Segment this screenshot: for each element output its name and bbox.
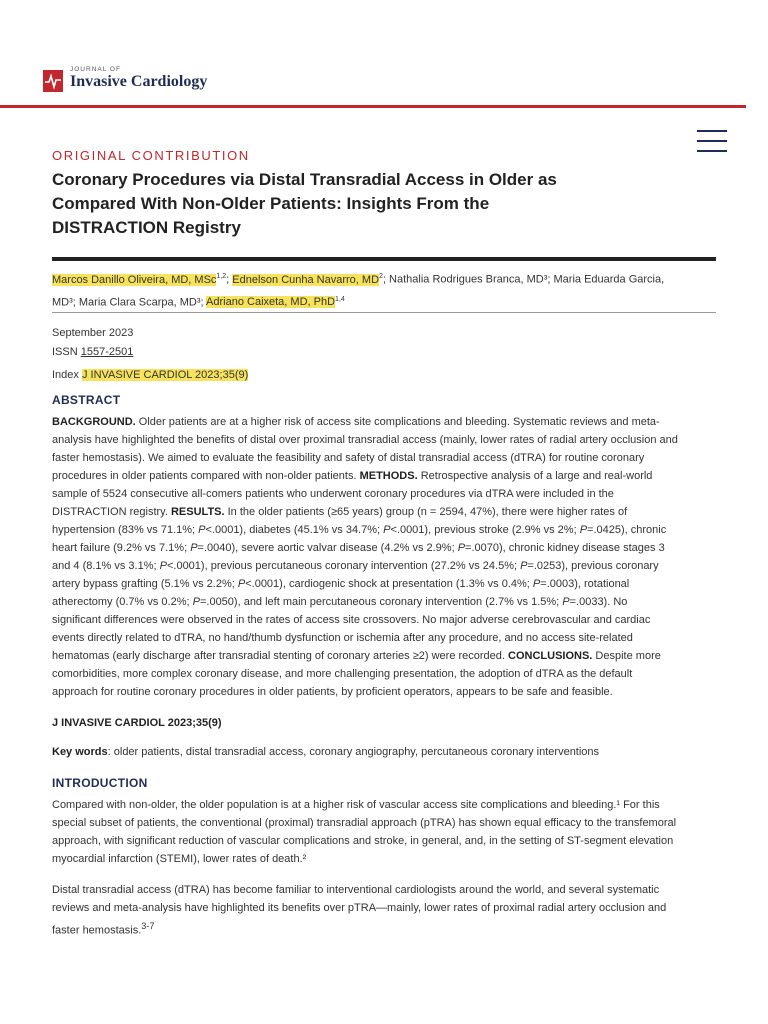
- intro-line: Distal transradial access (dTRA) has become familiar to interventional cardiologists around the world, and several systematic: [52, 884, 660, 896]
- abstract-text: [52, 413, 720, 701]
- abstract-line: BACKGROUND. Older patients are at a higher risk of access site complications and bleeding. Systematic reviews and meta-: [52, 416, 660, 428]
- intro-line: special subset of patients, the conventional (proximal) transradial approach (pTRA) has shown equal efficacy to the transfemoral: [52, 817, 677, 829]
- issn-line: ISSN 1557-2501: [52, 346, 134, 358]
- intro-line: faster hemostasis.$^{3-7}$: [52, 921, 155, 937]
- introduction-heading: INTRODUCTION: [52, 776, 148, 790]
- introduction-paragraph: [52, 881, 720, 940]
- author-link[interactable]: Marcos Danillo Oliveira, MD, MSc: [52, 273, 217, 286]
- abstract-line: events directly related to dTRA, no hand/thumb dysfunction or ischemia after any procedure, and no access site-related: [52, 632, 633, 644]
- abstract-line: procedures in older patients compared with non-older patients. METHODS. Retrospective analysis of a large and real-world: [52, 470, 653, 482]
- author-list: Marcos Danillo Oliveira, MD, MSc$^{1,2}$; Ednelson Cunha Navarro, $MD^2$; Nathalia Rodrigues Branca, MD³; Maria Eduarda Garcia, MD³; Maria Clara Scarpa, MD³; Adriano Caixeta, MD, PhD$^{1,4}$: [52, 273, 665, 309]
- index-link[interactable]: J INVASIVE CARDIOL 2023;35(9): [81, 369, 249, 381]
- abstract-line: significant differences were observed in the rates of access site crossovers. No major adverse cerebrovascular and cardiac: [52, 614, 651, 626]
- abstract-line: sample of 5524 consecutive all-comers patients who underwent coronary procedures via dTRA were included in the: [52, 488, 614, 500]
- abstract-line: comorbidities, more complex coronary disease, and more challenging presentation, the adoption of dTRA as the default: [52, 668, 633, 680]
- intro-line: reviews and meta-analysis have highlighted its benefits over pTRA—mainly, lower rates of proximal radial artery occlusion and: [52, 902, 667, 914]
- journal-logo[interactable]: [42, 66, 212, 98]
- intro-line: approach, with significant reduction of vascular complications and stroke, in general, and, in the setting of ST-segment elevation: [52, 835, 674, 847]
- logo-small-text: JOURNAL OF: [70, 66, 121, 73]
- heart-pulse-icon: [42, 68, 64, 94]
- abstract-line: atherectomy (0.7% vs 0.2%; P=.0050), and left main percutaneous coronary intervention (2.7% vs 1.5%; P=.0033). No: [52, 596, 628, 608]
- abstract-line: artery bypass grafting (5.1% vs 2.2%; P<.0001), cardiogenic shock at presentation (1.3% vs 0.4%; P=.0003), rotational: [52, 578, 630, 590]
- abstract-line: faster hemostasis). We aimed to evaluate the feasibility and safety of distal transradial access (dTRA) for routine coronary: [52, 452, 645, 464]
- abstract-line: DISTRACTION registry. RESULTS. In the older patients (≥65 years) group (n = 2594, 47%), there were higher rates of: [52, 506, 628, 518]
- intro-line: myocardial infarction (STEMI), lower rates of death.²: [52, 853, 307, 865]
- issn-link[interactable]: 1557-2501: [80, 346, 134, 358]
- introduction-paragraph: [52, 796, 720, 868]
- authors-divider: [52, 312, 716, 313]
- abstract-line: analysis have highlighted the benefits of distal over proximal transradial access (mainly, lower rates of radial artery occlusion and: [52, 434, 678, 446]
- abstract-line: hypertension (83% vs 71.1%; P<.0001), diabetes (45.1% vs 34.7%; P<.0001), previous stroke (2.9% vs 2%; P=.0425), chronic: [52, 524, 667, 536]
- article-category: ORIGINAL CONTRIBUTION: [52, 148, 250, 163]
- logo-title: Invasive Cardiology: [70, 73, 208, 90]
- citation: J INVASIVE CARDIOL 2023;35(9): [52, 717, 222, 729]
- publication-date: September 2023: [52, 327, 134, 339]
- abstract-heading: ABSTRACT: [52, 393, 121, 407]
- site-header: [0, 0, 768, 107]
- abstract-line: heart failure (9.2% vs 7.1%; P=.0040), severe aortic valvar disease (4.2% vs 2.9%; P=.0070), chronic kidney disease stages 3: [52, 542, 665, 554]
- index-line: Index J INVASIVE CARDIOL 2023;35(9): [52, 369, 249, 381]
- author-link[interactable]: Ednelson Cunha Navarro, MD: [232, 273, 380, 286]
- abstract-line: and 4 (8.1% vs 3.1%; P<.0001), previous percutaneous coronary intervention (27.2% vs 24.5%; P=.0253), previous coronary: [52, 560, 659, 572]
- abstract-line: hematomas (early discharge after transradial stenting of coronary arteries ≥2) were recorded. CONCLUSIONS. Despite more: [52, 650, 661, 662]
- title-divider: [52, 257, 716, 261]
- keywords: Key words: older patients, distal transradial access, coronary angiography, percutaneous coronary interventions: [52, 746, 600, 758]
- intro-line: Compared with non-older, the older population is at a higher risk of vascular access site complications and bleeding.¹ For this: [52, 799, 660, 811]
- abstract-line: approach for routine coronary procedures in older patients, by proficient operators, appears to be safe and feasible.: [52, 686, 613, 698]
- header-divider: [0, 105, 746, 108]
- author-link[interactable]: Adriano Caixeta, MD, PhD: [206, 296, 336, 309]
- hamburger-menu-icon[interactable]: [697, 129, 727, 153]
- article-title: Coronary Procedures via Distal Transradial Access in Older as Compared With Non-Older Patients: Insights From the DISTRACTION Registry: [52, 170, 557, 237]
